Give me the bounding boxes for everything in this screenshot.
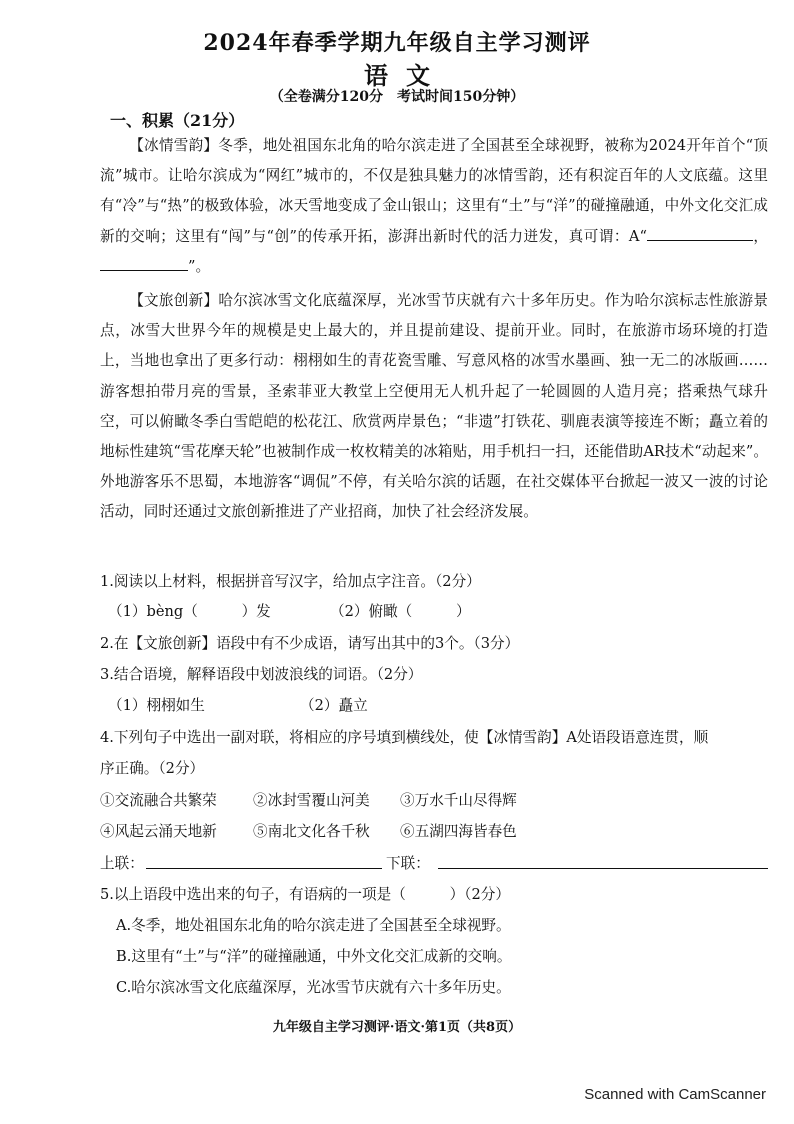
question-5: 5.以上语段中选出来的句子，有语病的一项是（ ）（2分） [100,886,510,903]
question-3-part-2: （2）矗立 [300,697,368,714]
couplet-option-6: ⑥五湖四海皆春色 [400,823,517,840]
blank-a-upper [647,226,753,241]
lower-couplet-blank[interactable] [438,868,768,869]
couplet-option-4: ④风起云涌天地新 [100,823,217,840]
scanner-watermark: Scanned with CamScanner [584,1086,766,1103]
question-2: 2.在【文旅创新】语段中有不少成语，请写出其中的3个。（3分） [100,635,520,652]
exam-title: 2024年春季学期九年级自主学习测评 [203,30,591,56]
page-footer: 九年级自主学习测评·语文·第1页（共8页） [272,1020,522,1035]
couplet-option-2: ②冰封雪覆山河美 [253,792,370,809]
question-3-part-1: （1）栩栩如生 [108,697,205,714]
passage-ice-snow-tail: ”。 [188,257,211,275]
passage-ice-snow-comma: ， [752,227,768,245]
lower-couplet-label: 下联： [386,855,430,872]
couplet-option-5: ⑤南北文化各千秋 [253,823,370,840]
passage-ice-snow [100,131,768,282]
blank-a-lower [100,256,188,271]
passage-culture-tourism [100,286,768,528]
question-5-option-b: B.这里有“土”与“洋”的碰撞融通，中外文化交汇成新的交响。 [116,948,512,965]
upper-couplet-label: 上联： [100,855,144,872]
couplet-option-1: ①交流融合共繁荣 [100,792,217,809]
exam-note: （全卷满分120分 考试时间150分钟） [269,89,525,105]
question-3: 3.结合语境，解释语段中划波浪线的词语。（2分） [100,666,423,683]
passage-ice-snow-text: 【冰情雪韵】冬季，地处祖国东北角的哈尔滨走进了全国甚至全球视野，被称为2024开年首个“顶流”城市。让哈尔滨成为“网红”城市的，不仅是独具魅力的冰情雪韵，还有积淀百年的人文底蕴。这里有“冷”与“热”的极致体验，冰天雪地变成了金山银山；这里有“土”与“洋”的碰撞融通，中外文化交汇成新的交响；这里有“闯”与“创”的传承开拓，澎湃出新时代的活力迸发，真可谓：A“ [100,137,768,245]
question-5-option-a: A.冬季，地处祖国东北角的哈尔滨走进了全国甚至全球视野。 [116,917,511,934]
question-1: 1.阅读以上材料，根据拼音写汉字，给加点字注音。（2分） [100,573,481,590]
question-4-line-1: 4.下列句子中选出一副对联，将相应的序号填到横线处，使【冰情雪韵】A处语段语意连贯，顺 [100,729,709,746]
passage-culture-tourism-text: 【文旅创新】哈尔滨冰雪文化底蕴深厚，光冰雪节庆就有六十多年历史。作为哈尔滨标志性旅游景点，冰雪大世界今年的规模是史上最大的，并且提前建设、提前开业。同时，在旅游市场环境的打造上，当地也拿出了更多行动：栩栩如生的青花瓷雪雕、写意风格的冰雪水墨画、独一无二的冰版画……游客想拍带月亮的雪景，圣索菲亚大教堂上空便用无人机升起了一轮圆圆的人造月亮；搭乘热气球升空，可以俯瞰冬季白雪皑皑的松花江、欣赏两岸景色；“非遗”打铁花、驯鹿表演等接连不断；矗立着的地标性建筑“雪花摩天轮”也被制作成一枚枚精美的冰箱贴，用手机扫一扫，还能借助AR技术“动起来”。外地游客乐不思蜀，本地游客“调侃”不停，有关哈尔滨的话题，在社交媒体平台掀起一波又一波的讨论活动，同时还通过文旅创新推进了产业招商，加快了社会经济发展。 [100,292,768,521]
section-heading: 一、积累（21分） [110,111,245,130]
question-1-part-1: （1）bèng（ ）发 [108,603,271,620]
question-4-line-2: 序正确。（2分） [100,760,205,777]
upper-couplet-blank[interactable] [146,868,382,869]
couplet-option-3: ③万水千山尽得辉 [400,792,517,809]
question-5-option-c: C.哈尔滨冰雪文化底蕴深厚，光冰雪节庆就有六十多年历史。 [116,979,511,996]
subject-title: 语文 [364,61,448,90]
question-1-part-2: （2）俯瞰（ ） [330,603,471,620]
